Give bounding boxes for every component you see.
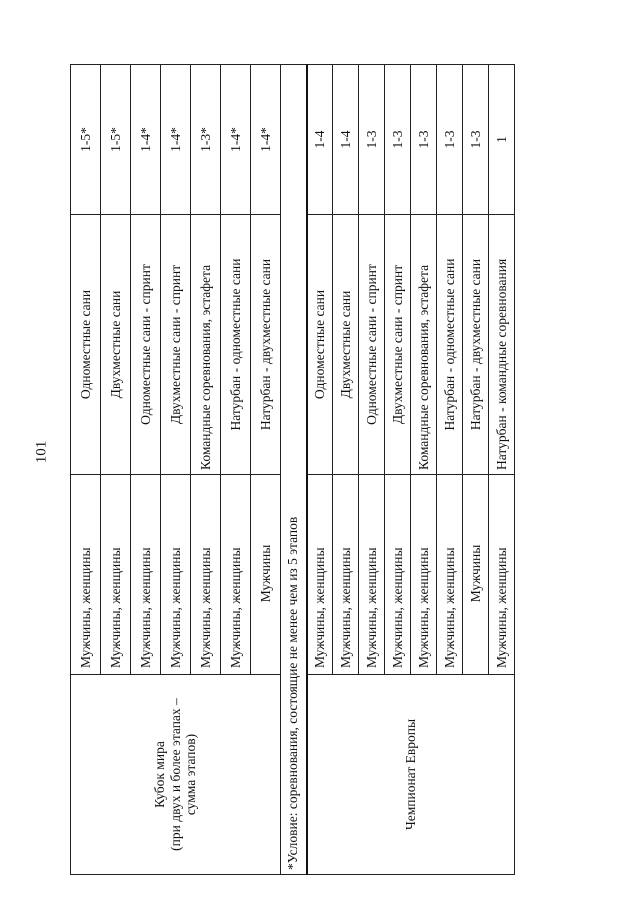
group-cell: Мужчины, женщины [131,475,161,675]
discipline-cell: Одноместные сани [71,215,101,475]
note-row [281,65,307,875]
table-row [307,65,333,875]
competition-european-championship: Чемпионат Европы [307,675,515,875]
group-cell: Мужчины, женщины [101,475,131,675]
rank-cell: 1-4 [333,65,359,215]
group-cell: Мужчины, женщины [333,475,359,675]
discipline-cell: Двухместные сани [333,215,359,475]
discipline-cell: Двухместные сани [101,215,131,475]
discipline-cell: Натурбан - одноместные сани [221,215,251,475]
competition-world-cup [71,675,281,875]
group-cell: Мужчины, женщины [411,475,437,675]
footnote: *Условие: соревнования, состоящие не менее чем из 5 этапов [281,65,307,875]
rank-cell: 1-3* [191,65,221,215]
rank-cell: 1-3 [463,65,489,215]
group-cell: Мужчины, женщины [437,475,463,675]
competition-line: сумма этапов) [183,733,199,816]
group-cell: Мужчины, женщины [71,475,101,675]
group-cell: Мужчины, женщины [307,475,333,675]
group-cell: Мужчины, женщины [191,475,221,675]
group-cell: Мужчины [251,475,281,675]
rank-cell: 1-4* [251,65,281,215]
table-row [71,65,101,875]
rotated-table-container [70,65,509,875]
discipline-cell: Натурбан - командные соревнования [489,215,515,475]
rank-cell: 1-3 [411,65,437,215]
discipline-cell: Двухместные сани - спринт [385,215,411,475]
group-cell: Мужчины, женщины [489,475,515,675]
discipline-cell: Натурбан - двухместные сани [251,215,281,475]
discipline-cell: Одноместные сани - спринт [131,215,161,475]
discipline-cell: Одноместные сани - спринт [359,215,385,475]
group-cell: Мужчины, женщины [359,475,385,675]
group-cell: Мужчины, женщины [221,475,251,675]
competition-line: (при двух и более этапах – [167,698,183,851]
group-cell: Мужчины, женщины [161,475,191,675]
discipline-cell: Натурбан - двухместные сани [463,215,489,475]
page-number: 101 [33,440,50,464]
competition-line: Кубок мира [152,741,168,808]
group-cell: Мужчины [463,475,489,675]
rank-cell: 1-5* [101,65,131,215]
rank-cell: 1-4* [161,65,191,215]
rank-cell: 1-3 [385,65,411,215]
discipline-cell: Командные соревнования, эстафета [191,215,221,475]
rank-cell: 1-5* [71,65,101,215]
rank-cell: 1 [489,65,515,215]
group-cell: Мужчины, женщины [385,475,411,675]
rank-cell: 1-3 [437,65,463,215]
rank-cell: 1-4* [221,65,251,215]
discipline-cell: Натурбан - одноместные сани [437,215,463,475]
rank-cell: 1-4 [307,65,333,215]
discipline-cell: Одноместные сани [307,215,333,475]
discipline-cell: Двухместные сани - спринт [161,215,191,475]
results-table [70,64,515,875]
rank-cell: 1-4* [131,65,161,215]
rank-cell: 1-3 [359,65,385,215]
discipline-cell: Командные соревнования, эстафета [411,215,437,475]
